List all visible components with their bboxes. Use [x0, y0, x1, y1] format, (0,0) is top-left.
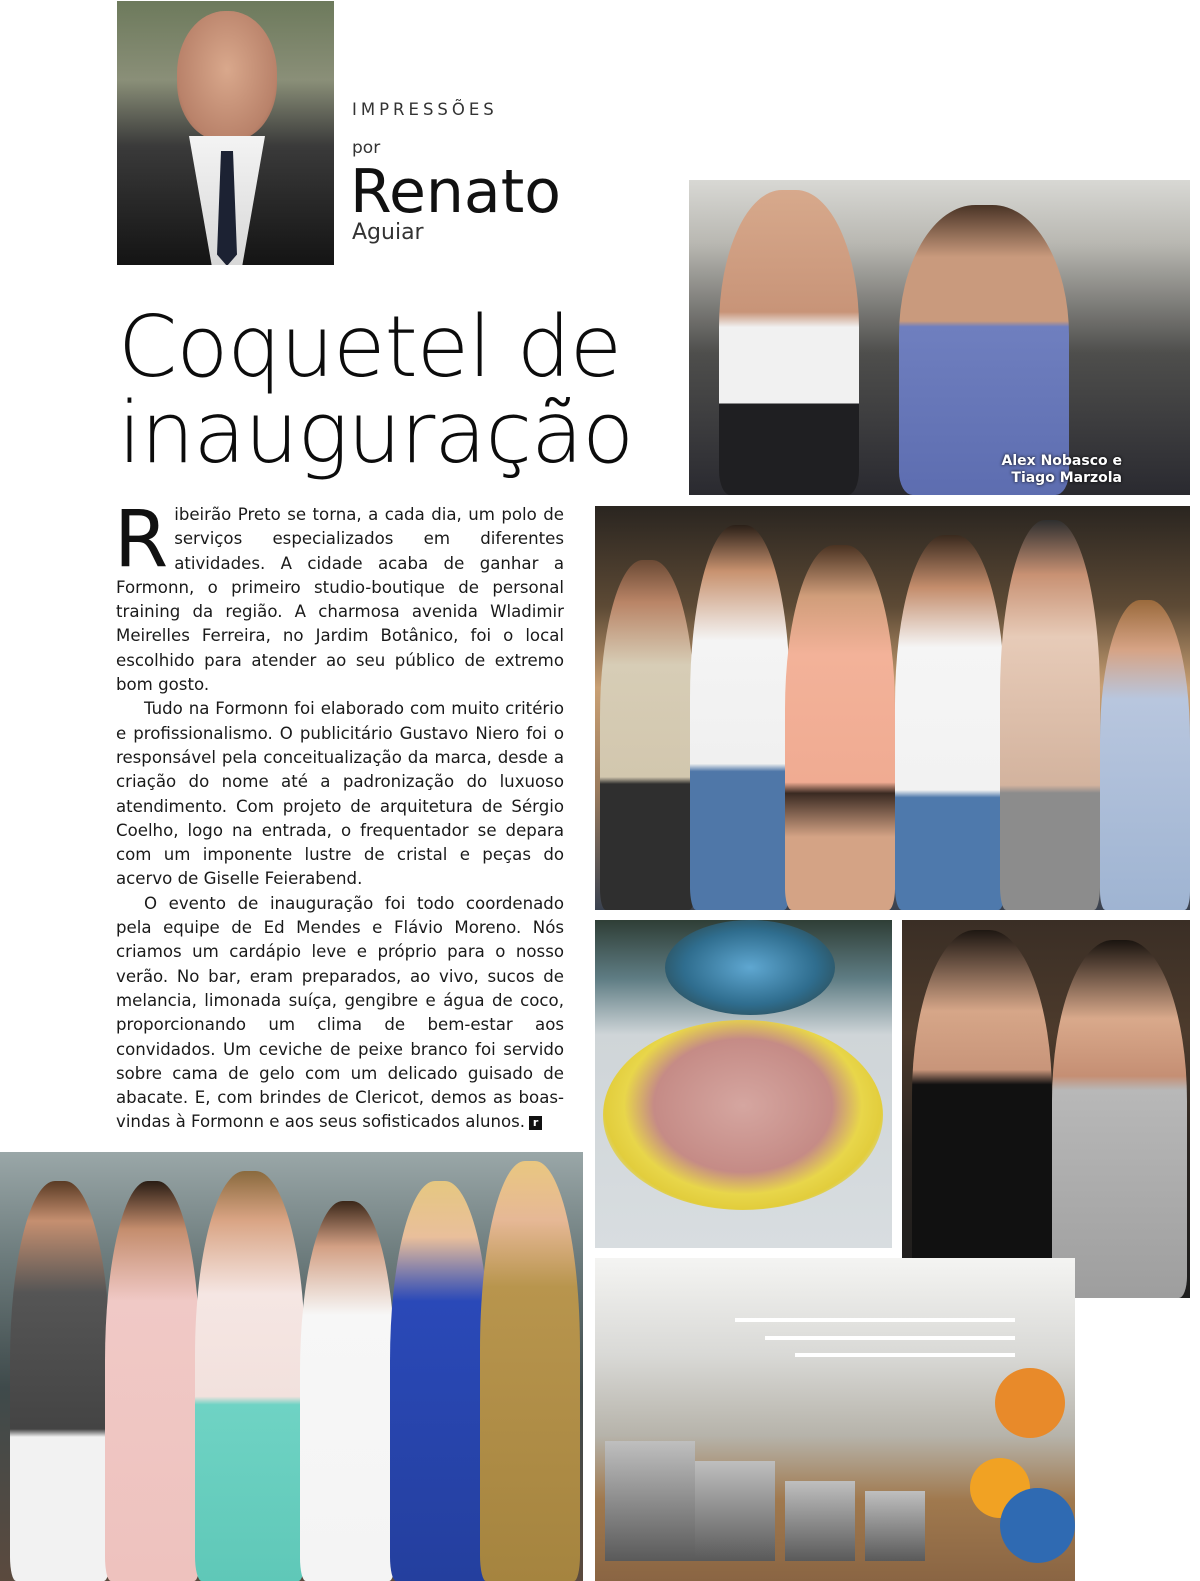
article-paragraph-3	[116, 892, 564, 1135]
caption-line-2: Tiago Marzola	[1011, 470, 1122, 486]
article-body	[114, 495, 564, 1135]
author-first-name: Renato	[350, 157, 561, 227]
photo-ceviche	[595, 920, 892, 1248]
drop-cap: R	[114, 495, 169, 585]
section-label: IMPRESSÕES	[352, 100, 498, 119]
headline-line-2: inauguração	[118, 384, 634, 483]
paragraph-3-text: O evento de inauguração foi todo coordenado pela equipe de Ed Mendes e Flávio Moreno. Nós criamos um cardápio leve e próprio para o nosso verão. No bar, eram preparados, ao vivo, sucos de melancia, limonada suíça, gengibre e água de coco, proporcionando um clima de bem-estar aos convidados. Um ceviche de peixe branco foi servido sobre cama de gelo com um delicado guisado de abacate. E, com brindes de Clericot, demos as boas-vindas à Formonn e aos seus sofisticados alunos.	[116, 893, 564, 1132]
headline-line-1: Coquetel de	[118, 298, 621, 397]
paragraph-1-text: ibeirão Preto se torna, a cada dia, um polo de serviços especializados em diferentes atividades. A cidade acaba de ganhar a Formonn, o primeiro studio-boutique de personal training da região. A charmosa avenida Wladimir Meirelles Ferreira, no Jardim Botânico, foi o local escolhido para atender ao seu público de extremo bom gosto.	[116, 505, 564, 695]
end-of-article-icon: r	[529, 1116, 542, 1130]
author-photo	[117, 1, 334, 265]
article-paragraph-2: Tudo na Formonn foi elaborado com muito critério e profissionalismo. O publicitário Gustavo Niero foi o responsável pela conceitualização da marca, desde a criação do nome até a padronização do luxuoso atendimento. Com projeto de arquitetura de Sérgio Coelho, logo na entrada, o frequentador se depara com um imponente lustre de cristal e peças do acervo de Giselle Feierabend.	[116, 699, 564, 889]
photo-two-women	[902, 920, 1190, 1298]
photo-gym-interior	[595, 1258, 1075, 1581]
photo-group-guests	[595, 506, 1190, 910]
photo-alex-tiago	[689, 180, 1190, 495]
caption-line-1: Alex Nobasco e	[1001, 453, 1122, 469]
byline-prefix: por	[352, 138, 381, 158]
photo-six-women	[0, 1152, 583, 1581]
article-headline	[118, 298, 678, 483]
author-last-name: Aguiar	[352, 220, 424, 245]
photo-caption	[1002, 453, 1122, 487]
article-paragraph-1	[114, 495, 564, 697]
